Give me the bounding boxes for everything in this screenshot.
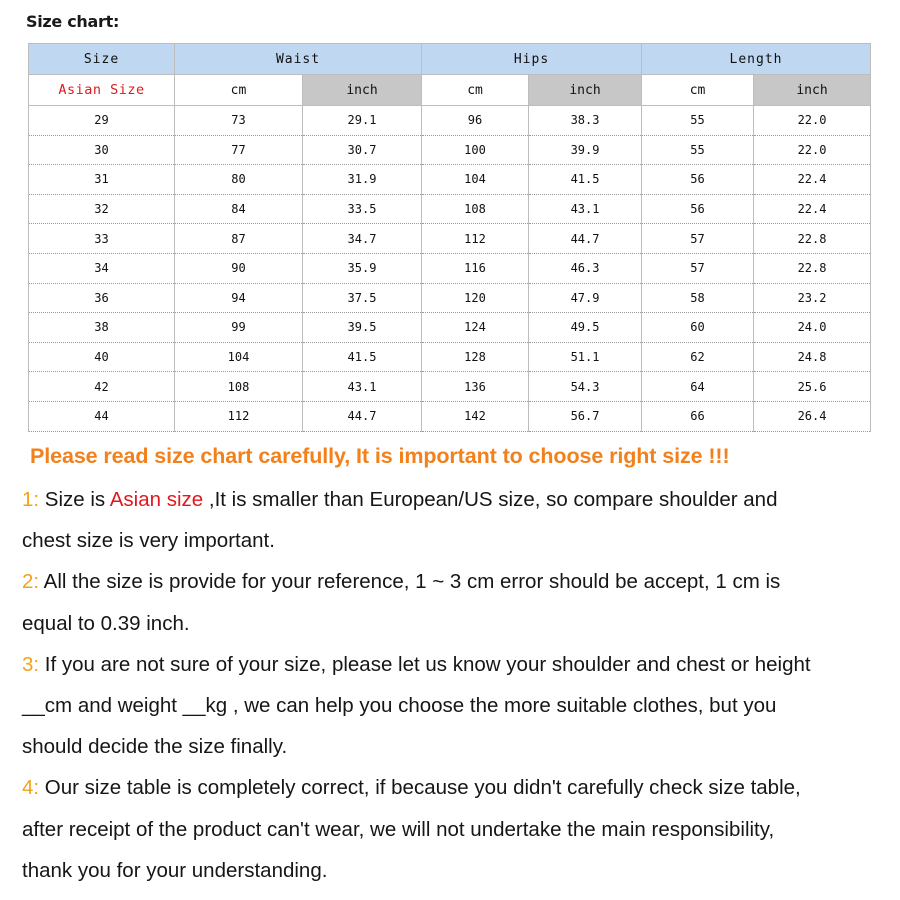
cell-length-cm: 60 bbox=[642, 313, 754, 343]
header-length: Length bbox=[642, 44, 871, 75]
cell-length-cm: 57 bbox=[642, 224, 754, 254]
size-notes bbox=[22, 479, 892, 891]
cell-length-cm: 55 bbox=[642, 135, 754, 165]
cell-length-inch: 26.4 bbox=[754, 401, 871, 431]
cell-hips-cm: 142 bbox=[422, 401, 529, 431]
cell-hips-cm: 116 bbox=[422, 253, 529, 283]
cell-hips-inch: 56.7 bbox=[529, 401, 642, 431]
cell-hips-cm: 124 bbox=[422, 313, 529, 343]
cell-waist-inch: 39.5 bbox=[303, 313, 422, 343]
cell-length-inch: 22.4 bbox=[754, 194, 871, 224]
note-3-line-3: should decide the size finally. bbox=[22, 735, 288, 759]
note-3-number: 3: bbox=[22, 652, 40, 676]
cell-hips-cm: 108 bbox=[422, 194, 529, 224]
note-3-line-1 bbox=[22, 644, 892, 685]
table-subheader-row bbox=[29, 75, 871, 106]
note-1-number: 1: bbox=[22, 488, 40, 511]
cell-length-cm: 62 bbox=[642, 342, 754, 372]
cell-hips-cm: 120 bbox=[422, 283, 529, 313]
cell-waist-cm: 90 bbox=[175, 253, 303, 283]
cell-length-cm: 64 bbox=[642, 372, 754, 402]
cell-hips-cm: 96 bbox=[422, 106, 529, 136]
cell-length-inch: 22.4 bbox=[754, 165, 871, 195]
cell-waist-inch: 37.5 bbox=[303, 283, 422, 313]
cell-waist-inch: 33.5 bbox=[303, 194, 422, 224]
cell-length-cm: 66 bbox=[642, 401, 754, 431]
note-2-line-2: equal to 0.39 inch. bbox=[22, 611, 190, 635]
note-4-text: Our size table is completely correct, if because you didn't carefully check size table, bbox=[39, 776, 801, 800]
cell-waist-inch: 35.9 bbox=[303, 253, 422, 283]
cell-hips-inch: 47.9 bbox=[529, 283, 642, 313]
table-body bbox=[29, 106, 871, 432]
cell-size: 31 bbox=[29, 165, 175, 195]
note-4-line-3: thank you for your understanding. bbox=[22, 858, 328, 882]
note-1-line-1 bbox=[22, 479, 892, 520]
table-row bbox=[29, 401, 871, 431]
cell-hips-inch: 41.5 bbox=[529, 165, 642, 195]
cell-length-inch: 22.8 bbox=[754, 224, 871, 254]
note-1-line-2: chest size is very important. bbox=[22, 529, 275, 553]
table-row bbox=[29, 253, 871, 283]
cell-hips-inch: 46.3 bbox=[529, 253, 642, 283]
cell-hips-cm: 104 bbox=[422, 165, 529, 195]
subheader-length-cm: cm bbox=[642, 75, 754, 106]
table-row bbox=[29, 194, 871, 224]
cell-length-cm: 56 bbox=[642, 165, 754, 195]
table-row bbox=[29, 106, 871, 136]
cell-hips-cm: 128 bbox=[422, 342, 529, 372]
subheader-hips-cm: cm bbox=[422, 75, 529, 106]
subheader-asian-size: Asian Size bbox=[29, 75, 175, 106]
note-3-line-2: __cm and weight __kg , we can help you choose the more suitable clothes, but you bbox=[22, 694, 777, 718]
header-hips: Hips bbox=[422, 44, 642, 75]
cell-hips-inch: 49.5 bbox=[529, 313, 642, 343]
cell-length-cm: 56 bbox=[642, 194, 754, 224]
cell-waist-cm: 108 bbox=[175, 372, 303, 402]
cell-waist-cm: 87 bbox=[175, 224, 303, 254]
size-warning: Please read size chart carefully, It is important to choose right size !!! bbox=[30, 444, 730, 468]
cell-length-inch: 22.0 bbox=[754, 135, 871, 165]
table-row bbox=[29, 342, 871, 372]
subheader-waist-cm: cm bbox=[175, 75, 303, 106]
cell-waist-cm: 94 bbox=[175, 283, 303, 313]
cell-waist-cm: 104 bbox=[175, 342, 303, 372]
note-4-line-2: after receipt of the product can't wear, we will not undertake the main responsibility, bbox=[22, 817, 775, 841]
cell-size: 29 bbox=[29, 106, 175, 136]
subheader-length-inch: inch bbox=[754, 75, 871, 106]
cell-hips-inch: 39.9 bbox=[529, 135, 642, 165]
table-row bbox=[29, 165, 871, 195]
cell-size: 42 bbox=[29, 372, 175, 402]
cell-size: 34 bbox=[29, 253, 175, 283]
cell-waist-cm: 80 bbox=[175, 165, 303, 195]
cell-hips-cm: 136 bbox=[422, 372, 529, 402]
cell-length-cm: 55 bbox=[642, 106, 754, 136]
cell-waist-inch: 44.7 bbox=[303, 401, 422, 431]
cell-hips-inch: 44.7 bbox=[529, 224, 642, 254]
cell-hips-inch: 43.1 bbox=[529, 194, 642, 224]
cell-length-inch: 24.8 bbox=[754, 342, 871, 372]
note-1-highlight: Asian size bbox=[109, 488, 204, 511]
cell-size: 30 bbox=[29, 135, 175, 165]
size-table bbox=[28, 43, 871, 432]
cell-waist-cm: 112 bbox=[175, 401, 303, 431]
subheader-waist-inch: inch bbox=[303, 75, 422, 106]
cell-hips-inch: 38.3 bbox=[529, 106, 642, 136]
cell-length-cm: 57 bbox=[642, 253, 754, 283]
cell-size: 33 bbox=[29, 224, 175, 254]
cell-size: 32 bbox=[29, 194, 175, 224]
note-3-text: If you are not sure of your size, please let us know your shoulder and chest or height bbox=[39, 652, 811, 676]
table-row bbox=[29, 313, 871, 343]
note-4-line-1 bbox=[22, 767, 892, 808]
cell-waist-cm: 84 bbox=[175, 194, 303, 224]
cell-length-cm: 58 bbox=[642, 283, 754, 313]
cell-length-inch: 24.0 bbox=[754, 313, 871, 343]
table-row bbox=[29, 224, 871, 254]
note-4-number: 4: bbox=[22, 776, 40, 800]
cell-waist-inch: 30.7 bbox=[303, 135, 422, 165]
cell-size: 36 bbox=[29, 283, 175, 313]
table-header-row bbox=[29, 44, 871, 75]
cell-length-inch: 22.0 bbox=[754, 106, 871, 136]
note-1-text-pre: Size is bbox=[39, 488, 110, 511]
cell-length-inch: 25.6 bbox=[754, 372, 871, 402]
cell-waist-inch: 29.1 bbox=[303, 106, 422, 136]
subheader-hips-inch: inch bbox=[529, 75, 642, 106]
cell-hips-cm: 100 bbox=[422, 135, 529, 165]
cell-waist-inch: 34.7 bbox=[303, 224, 422, 254]
cell-size: 38 bbox=[29, 313, 175, 343]
cell-waist-cm: 73 bbox=[175, 106, 303, 136]
note-2-text: All the size is provide for your reference, 1 ~ 3 cm error should be accept, 1 cm is bbox=[39, 570, 781, 594]
cell-length-inch: 22.8 bbox=[754, 253, 871, 283]
table-row bbox=[29, 372, 871, 402]
size-chart-title: Size chart: bbox=[26, 12, 120, 31]
header-size: Size bbox=[29, 44, 175, 75]
cell-size: 44 bbox=[29, 401, 175, 431]
cell-hips-inch: 51.1 bbox=[529, 342, 642, 372]
cell-hips-cm: 112 bbox=[422, 224, 529, 254]
cell-hips-inch: 54.3 bbox=[529, 372, 642, 402]
cell-waist-inch: 43.1 bbox=[303, 372, 422, 402]
note-1-text-post: ,It is smaller than European/US size, so compare shoulder and bbox=[203, 488, 778, 511]
note-2-line-1 bbox=[22, 561, 892, 602]
cell-waist-cm: 99 bbox=[175, 313, 303, 343]
cell-waist-inch: 41.5 bbox=[303, 342, 422, 372]
table-row bbox=[29, 283, 871, 313]
cell-waist-cm: 77 bbox=[175, 135, 303, 165]
table-row bbox=[29, 135, 871, 165]
cell-length-inch: 23.2 bbox=[754, 283, 871, 313]
cell-waist-inch: 31.9 bbox=[303, 165, 422, 195]
header-waist: Waist bbox=[175, 44, 422, 75]
cell-size: 40 bbox=[29, 342, 175, 372]
note-2-number: 2: bbox=[22, 570, 40, 594]
